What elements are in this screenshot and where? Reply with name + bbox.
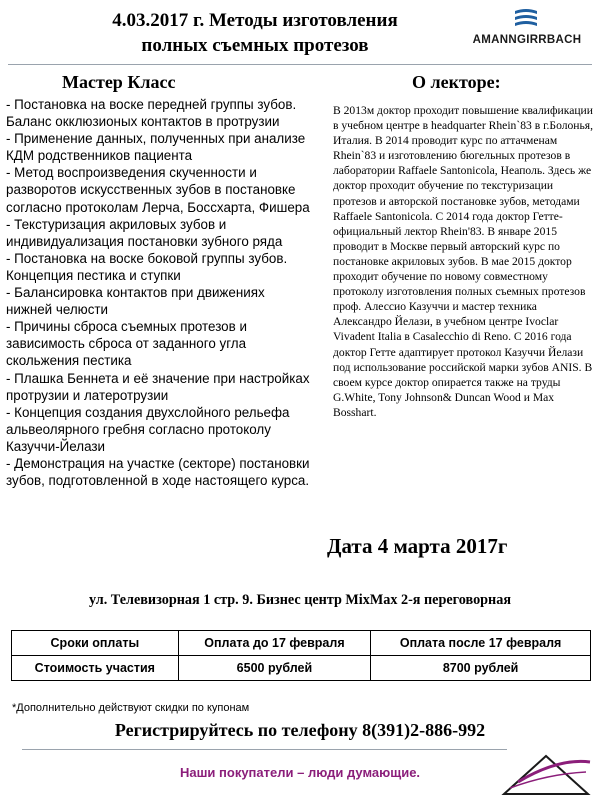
table-row bbox=[12, 631, 591, 656]
top-divider bbox=[8, 64, 592, 65]
logo-wave-icon bbox=[514, 6, 538, 30]
program-item: - Постановка на воске передней группы зубов. Баланс окклюзионых контактов в протрузии bbox=[6, 97, 297, 130]
pricing-table bbox=[11, 630, 591, 681]
program-item: - Причины сброса съемных протезов и зависимость сброса от заданного угла скольжения пестика bbox=[6, 319, 247, 369]
logo-text: AMANNGIRRBACH bbox=[472, 34, 582, 46]
registration-phone: Регистрируйтесь по телефону 8(391)2-886-992 bbox=[114, 720, 486, 740]
slogan: Наши покупатели – люди думающие. bbox=[179, 765, 421, 780]
program-item: - Метод воспроизведения скученности и разворотов искусственных зубов в постановке согласно протоколам Лерча, Боссхарта, Фишера bbox=[6, 165, 310, 215]
program-item: - Концепция создания двухслойного рельефа альвеолярного гребня согласно протоколу Казуччи-Йелази bbox=[6, 404, 290, 454]
amanngirrbach-logo bbox=[462, 6, 592, 54]
program-item: - Плашка Беннета и её значение при настройках протрузии и латеротрузии bbox=[6, 370, 310, 403]
table-cell: 8700 рублей bbox=[371, 656, 591, 681]
event-date: Дата 4 марта 2017г bbox=[327, 534, 508, 558]
table-row bbox=[12, 656, 591, 681]
bottom-divider bbox=[22, 749, 507, 750]
event-address: ул. Телевизорная 1 стр. 9. Бизнес центр MixMax 2-я переговорная bbox=[89, 592, 511, 608]
discount-footnote: *Дополнительно действуют скидки по купонам bbox=[12, 702, 250, 714]
title-line-2: полных съемных протезов bbox=[141, 35, 369, 56]
table-header-cell: Оплата после 17 февраля bbox=[371, 631, 591, 656]
triangle-logo-icon bbox=[498, 752, 594, 796]
master-class-heading: Мастер Класс bbox=[62, 72, 176, 92]
program-list bbox=[6, 96, 312, 489]
lecturer-heading: О лекторе: bbox=[412, 72, 501, 92]
title-line-1: 4.03.2017 г. Методы изготовления bbox=[112, 10, 398, 31]
program-item: - Применение данных, полученных при анализе КДМ родственников пациента bbox=[6, 131, 306, 164]
program-item: - Постановка на воске боковой группы зубов. Концепция пестика и ступки bbox=[6, 250, 288, 283]
table-cell: 6500 рублей bbox=[178, 656, 371, 681]
program-item: - Балансировка контактов при движениях нижней челюсти bbox=[6, 285, 265, 318]
table-header-cell: Оплата до 17 февраля bbox=[178, 631, 371, 656]
program-item: - Текстуризация акриловых зубов и индивидуализация постановки зубного ряда bbox=[6, 216, 283, 249]
page-title bbox=[40, 8, 470, 58]
lecturer-bio: В 2013м доктор проходит повышение квалификации в учебном центре в headquarter Rhein`83 в г.Болонья, Италия. В 2014 проводит курс по аттачменам Rhein`83 и изготовлению бюгельных протезов в лаборатории Raffaele Santonicola, Неаполь. Здесь же доктор проходит обучение по текстуризации протезов и авторской постановке зубов, методами Raffaele Santonicola. С 2014 года доктор Гетте- официальный лектор Rhein'83. В январе 2015 проводит в Москве первый авторский курс по постановке акриловых зубов. В мае 2015 доктор проходит обучение по новому совместному протоколу изготовления полных съемных протезов проф. Алессио Казуччи и мастер техника Александро Йелази, в учебном центре Ivoclar Vivadent Italia в Casalecchio di Reno. С 2016 года доктор Гетте адаптирует протокол Казуччи Йелази под использование российской марки зубов ANIS. В своем курсе доктор опирается также на труды G.White, Tony Johnson& Duncan Wood и Max Bosshart. bbox=[333, 104, 594, 419]
program-item: - Демонстрация на участке (секторе) постановки зубов, подготовленной в ходе настоящего курса. bbox=[6, 455, 310, 489]
table-header-cell: Сроки оплаты bbox=[12, 631, 179, 656]
table-cell: Стоимость участия bbox=[12, 656, 179, 681]
